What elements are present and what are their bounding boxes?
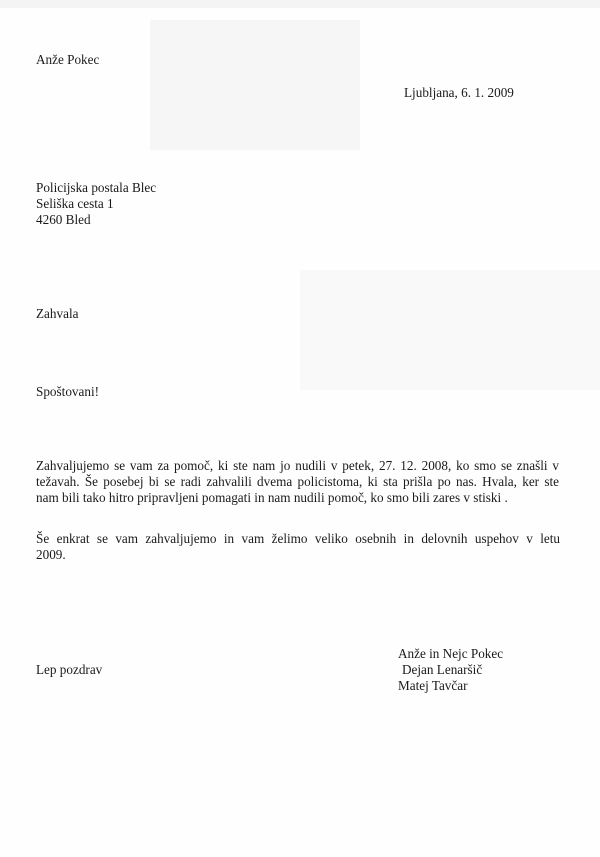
signatory-3: Matej Tavčar <box>398 678 468 693</box>
scan-bleed-shade <box>300 270 600 390</box>
closing: Lep pozdrav <box>36 662 103 677</box>
signatory-1: Anže in Nejc Pokec <box>398 646 504 661</box>
body-paragraph-2 <box>36 531 560 563</box>
signatory-2: Dejan Lenaršič <box>402 662 483 677</box>
subject: Zahvala <box>36 306 79 321</box>
recipient-line-3: 4260 Bled <box>36 212 91 227</box>
scan-edge-shade <box>0 0 600 8</box>
paragraph-2-line: 2009. <box>36 547 66 563</box>
paragraph-2-line: Še enkrat se vam zahvaljujemo in vam želimo veliko osebnih in delovnih uspehov v letu <box>36 531 560 546</box>
body-paragraph-1 <box>36 458 559 507</box>
paragraph-1-line: nam bili tako hitro pripravljeni pomagati in nam nudili pomoč, ko smo bili zares v stiski . <box>36 490 508 506</box>
place-date: Ljubljana, 6. 1. 2009 <box>404 85 514 100</box>
sender-name: Anže Pokec <box>36 52 100 67</box>
paragraph-1-line: Zahvaljujemo se vam za pomoč, ki ste nam jo nudili v petek, 27. 12. 2008, ko smo se znašli v <box>36 458 559 473</box>
redacted-area <box>150 20 360 150</box>
paragraph-1-line: težavah. Še posebej bi se radi zahvalili dvema policistoma, ki sta prišla po nas. Hvala, ker ste <box>36 474 559 490</box>
salutation: Spoštovani! <box>36 384 100 399</box>
recipient-line-2: Seliška cesta 1 <box>36 196 114 211</box>
recipient-line-1: Policijska postala Blec <box>36 180 157 195</box>
